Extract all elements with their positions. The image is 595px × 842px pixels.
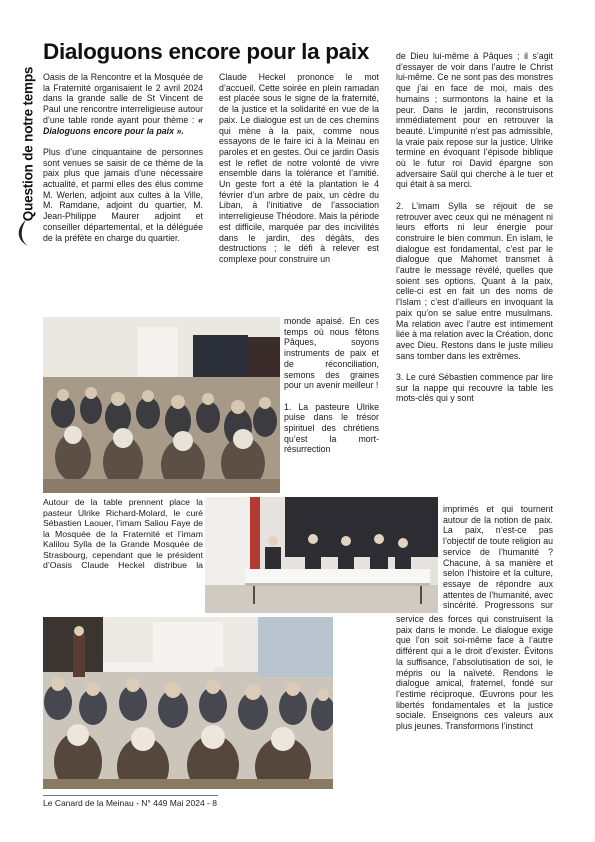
theme-quote: « Dialoguons encore pour la paix ». xyxy=(43,114,203,136)
rubric-label: Question de notre temps xyxy=(20,66,36,222)
column-1-text xyxy=(43,72,203,304)
paragraph: 2. L’imam Sylla se réjouit de se retrouver avec ceux qui ne ménagent ni leurs efforts ni leur énergie pour construire le bien commun. En islam, le dialogue est fondamental, c’est par le dialogue que Mahomet transmet à l’autre le message révélé, quelles que soient ses options. Quant à la paix, celle-ci est en fait un des noms de l’Islam ; c’est d’ailleurs en invoquant la paix qu’on se salue entre musulmans. Ma relation avec l’autre est intimement liée à ma relation avec la Création, donc avec Dieu. Restons dans le juste milieu sans tomber dans les extrêmes. xyxy=(396,200,553,361)
intro-text: Oasis de la Rencontre et la Mosquée de la Fraternité organisaient le 2 avril 2024 dans la grande salle de St Vincent de Paul une rencontre interreligieuse autour d’une table ronde ayant pour thème : xyxy=(43,72,203,125)
panel-table-photo xyxy=(205,497,438,613)
audience-seated-photo xyxy=(43,317,280,493)
paragraph: imprimés et qui tournent autour de la notion de paix. La paix, n’est-ce pas l’objectif de toute religion au service de l’humanité ? Chacune, à sa manière et selon l’histoire et la culture, essaye de répondre aux attentes de l’humanité, avec sincérité. Progressons sur xyxy=(443,504,553,611)
paragraph: service des forces qui construisent la paix dans le monde. Le dialogue exige que l’on soit soi-même face à l’autre différent qui a le droit d’exister. Évitons la suffisance, l’absolutisation de soi, le mépris ou la naïveté. Rendons le dialogue amical, fraternel, fondé sur l’estime réciproque. Œuvrons pour les libertés fondamentales et la justice sociale. Enseignons ces valeurs aux plus jeunes. Transformons l’instinct xyxy=(396,614,553,732)
paragraph: 1. La pasteure Ulrike puise dans le trésor spirituel des chrétiens qu’est la mort-résurrection xyxy=(284,401,379,455)
paragraph: monde apaisé. En ces temps où nous fêtons Pâques, soyons instruments de paix et de réconciliation, semons des graines pour un avenir meilleur ! xyxy=(284,316,379,391)
paragraph: de Dieu lui-même à Pâques ; il s’agit d’essayer de voir dans l’autre le Christ lui-même. Ce ne sont pas des monstres que j’ai en face de moi, mais des humains ; surmontons la haine et la peur. Dans le jardin, reconstruisons immédiatement pour en retrouver la beauté. L’impunité n’est pas admissible, la vraie paix repose sur la justice. Ulrike termine en évoquant l’épisode biblique où le futur roi David épargne son adversaire Saül qui cherche à le tuer et qui était à sa merci. xyxy=(396,51,553,190)
paragraph: Claude Heckel prononce le mot d’accueil. Cette soirée en plein ramadan est placée sous le signe de la fraternité, de la justice et la solidarité en vue de la paix. Le dialogue est un de ces chemins qui mène à la paix, comme nous essayons de le faire ici à la Meinau en paroles et en gestes. Oui ce jardin Oasis est le reflet de notre volonté de vivre ensemble dans la tolérance et l’amitié. Un geste fort a été la plantation le 4 février d’un arbre de paix, un cèdre du Liban, à l’initiative de l’association interreligieuse Théodore. Mais la période est difficile, marquée par des incivilités dans le jardin, des dégâts, des destructions ; le défi à relever est complexe pour construire un xyxy=(219,72,379,264)
column-2-text-wrap xyxy=(284,316,379,494)
footer-divider xyxy=(43,795,218,796)
section-rubric xyxy=(19,46,37,242)
column-3-text-bottom xyxy=(396,614,553,788)
column-3-text xyxy=(396,51,553,501)
article-title: Dialoguons encore pour la paix xyxy=(43,39,370,64)
column-3-text-wrap xyxy=(443,504,553,612)
page-footer: Le Canard de la Meinau - N° 449 Mai 2024 - 8 xyxy=(43,798,217,808)
paragraph xyxy=(43,72,203,136)
photo-caption: Autour de la table prennent place la pasteur Ulrike Richard-Molard, le curé Sébastien Laouer, l’imam Saliou Faye de la Mosquée de la Fraternité et l’imam Kalilou Sylla de la Grande Mosquée de Strasbourg, cependant que le président d’Oasis Claude Heckel distribue la xyxy=(43,497,203,569)
paragraph: 3. Le curé Sébastien commence par lire sur la nappe qui recouvre la table les mots-clés qui y sont xyxy=(396,372,553,404)
column-2-text xyxy=(219,72,379,316)
paragraph: Plus d’une cinquantaine de personnes sont venues se saisir de ce thème de la paix plus que jamais d’une nécessaire actualité, et parmi elles des élus comme M. Werlen, adjoint aux cultes à la Ville, M. Ramdane, adjoint du quartier, M. Jean-Philippe Maurer adjoint et conseiller départemental, et la déléguée de la préfète en charge du quartier. xyxy=(43,146,203,243)
hall-audience-speaker-photo xyxy=(43,617,333,789)
swoosh-decoration-icon xyxy=(14,218,30,248)
